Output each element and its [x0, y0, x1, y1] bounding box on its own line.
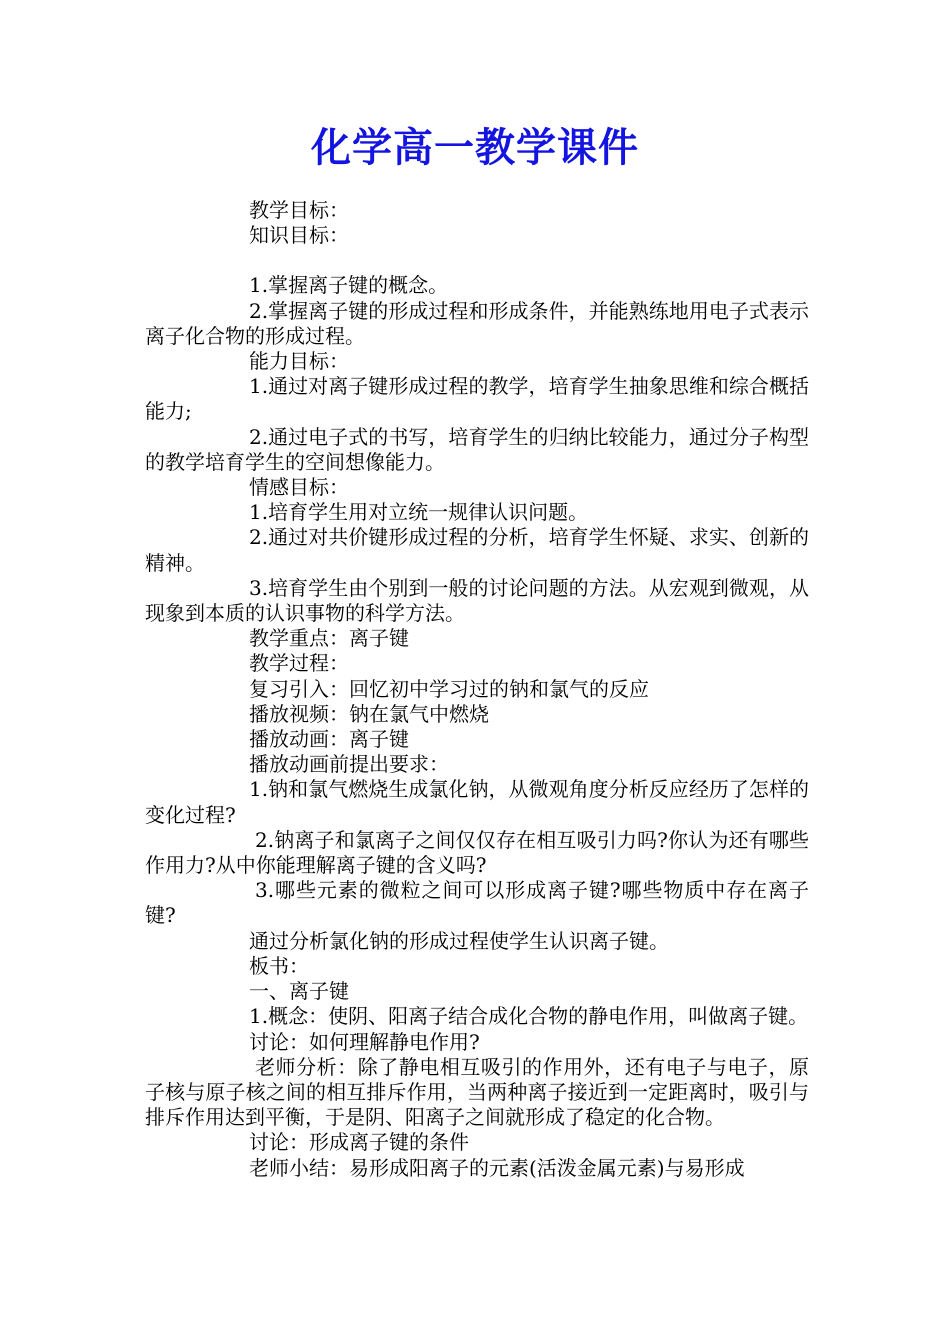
paragraph: 2.掌握离子键的形成过程和形成条件，并能熟练地用电子式表示离子化合物的形成过程。	[145, 298, 809, 348]
paragraph: 播放视频：钠在氯气中燃烧	[249, 701, 489, 726]
paragraph: 2.通过对共价键形成过程的分析，培育学生怀疑、求实、创新的精神。	[145, 525, 809, 575]
paragraph: 老师分析：除了静电相互吸引的作用外，还有电子与电子，原子核与原子核之间的相互排斥作用，当两种离子接近到一定距离时，吸引与排斥作用达到平衡，于是阴、阳离子之间就形成了稳定的化合物。	[145, 1054, 809, 1130]
paragraph: 讨论：如何理解静电作用?	[249, 1029, 480, 1054]
paragraph: 2.钠离子和氯离子之间仅仅存在相互吸引力吗?你认为还有哪些作用力?从中你能理解离子键的含义吗?	[145, 827, 809, 878]
document-body	[145, 198, 809, 1181]
paragraph: 老师小结：易形成阳离子的元素(活泼金属元素)与易形成	[249, 1155, 745, 1180]
paragraph: 播放动画：离子键	[249, 727, 409, 752]
paragraph: 讨论：形成离子键的条件	[249, 1130, 469, 1155]
paragraph: 1.通过对离子键形成过程的教学，培育学生抽象思维和综合概括能力;	[145, 374, 809, 424]
paragraph: 一、离子键	[249, 979, 349, 1004]
paragraph: 板书：	[249, 953, 309, 978]
paragraph: 1.培育学生用对立统一规律认识问题。	[249, 500, 589, 525]
paragraph: 能力目标：	[249, 349, 349, 374]
paragraph: 教学重点：离子键	[249, 626, 409, 651]
paragraph: 播放动画前提出要求：	[249, 752, 449, 777]
paragraph: 3.哪些元素的微粒之间可以形成离子键?哪些物质中存在离子键?	[145, 878, 809, 928]
paragraph: 2.通过电子式的书写，培育学生的归纳比较能力，通过分子构型的教学培育学生的空间想像能力。	[145, 424, 809, 474]
paragraph: 通过分析氯化钠的形成过程使学生认识离子键。	[249, 928, 669, 953]
paragraph: 教学过程：	[249, 651, 349, 676]
paragraph: 3.培育学生由个别到一般的讨论问题的方法。从宏观到微观，从现象到本质的认识事物的科学方法。	[145, 575, 809, 626]
paragraph: 1.钠和氯气燃烧生成氯化钠，从微观角度分析反应经历了怎样的变化过程?	[145, 777, 809, 827]
paragraph: 教学目标：	[249, 198, 349, 222]
document-title: 化学高一教学课件	[311, 125, 639, 171]
paragraph: 1.掌握离子键的概念。	[249, 273, 449, 298]
paragraph: 知识目标：	[249, 223, 349, 248]
paragraph: 1.概念：使阴、阳离子结合成化合物的静电作用，叫做离子键。	[249, 1004, 809, 1029]
paragraph: 复习引入：回忆初中学习过的钠和氯气的反应	[249, 676, 649, 701]
paragraph: 情感目标：	[249, 475, 349, 500]
